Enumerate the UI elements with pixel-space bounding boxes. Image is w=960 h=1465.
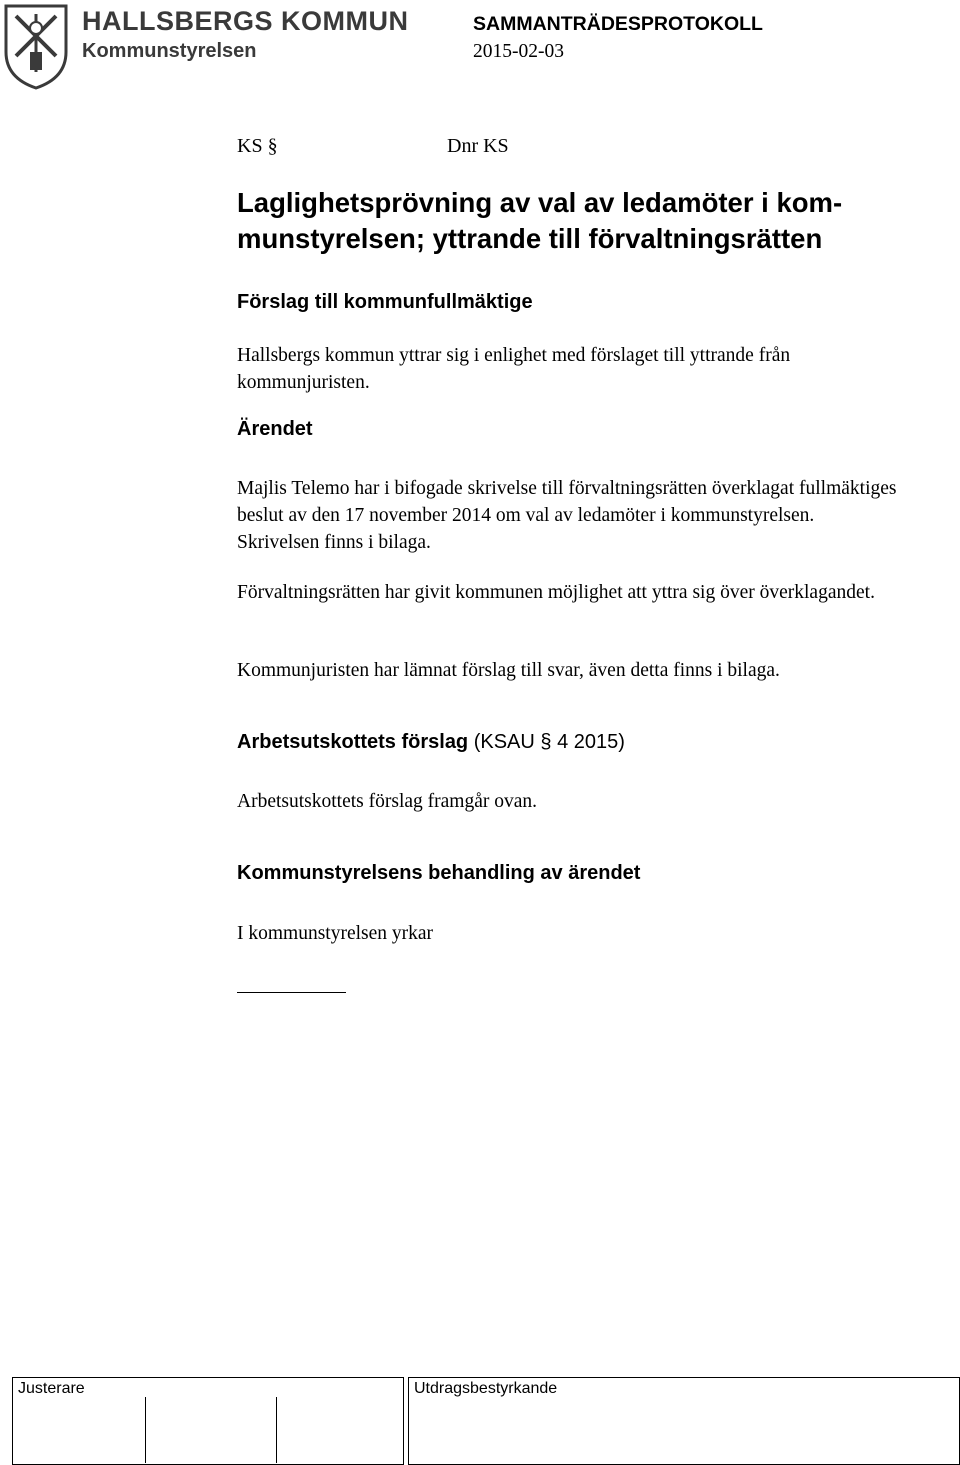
au-heading-text: Arbetsutskottets förslag [237, 731, 469, 753]
org-subtitle: Kommunstyrelsen [82, 40, 257, 62]
ks-text: I kommunstyrelsen yrkar [237, 923, 434, 944]
document-type: SAMMANTRÄDESPROTOKOLL [473, 13, 763, 35]
justerare-label: Justerare [18, 1380, 85, 1397]
org-name: HALLSBERGS KOMMUN [82, 6, 409, 36]
dnr-ref: Dnr KS [447, 135, 509, 157]
au-reference: (KSAU § 4 2015) [473, 731, 625, 753]
document-date: 2015-02-03 [473, 41, 564, 62]
signature-divider [276, 1397, 277, 1463]
section-heading-au [237, 731, 625, 754]
utdrag-label: Utdragsbestyrkande [414, 1380, 558, 1397]
ks-paragraph-ref: KS § [237, 135, 278, 157]
coat-of-arms-icon [6, 6, 66, 88]
forslag-text: Hallsbergs kommun yttrar sig i enlighet med förslaget till yttrande från kommunjuristen. [237, 345, 791, 393]
signature-footer [0, 1377, 960, 1465]
separator-line [237, 992, 346, 993]
section-heading-arendet: Ärendet [237, 418, 313, 440]
signature-divider [145, 1397, 146, 1463]
arendet-paragraph: Majlis Telemo har i bifogade skrivelse till förvaltningsrätten överklagat fullmäktiges beslut av den 17 november 2014 om val av ledamöter i kommunstyrelsen. Skrivelsen finns i bilaga. [237, 478, 897, 553]
page-title: Laglighetsprövning av val av ledamöter i kom-munstyrelsen; yttrande till förvaltningsrätten [237, 187, 843, 254]
section-heading-forslag: Förslag till kommunfullmäktige [237, 291, 533, 313]
section-heading-ks: Kommunstyrelsens behandling av ärendet [237, 862, 641, 884]
arendet-paragraph: Förvaltningsrätten har givit kommunen möjlighet att yttra sig över överklagandet. [237, 582, 875, 603]
au-text: Arbetsutskottets förslag framgår ovan. [237, 791, 538, 812]
arendet-paragraph: Kommunjuristen har lämnat förslag till svar, även detta finns i bilaga. [237, 660, 780, 681]
